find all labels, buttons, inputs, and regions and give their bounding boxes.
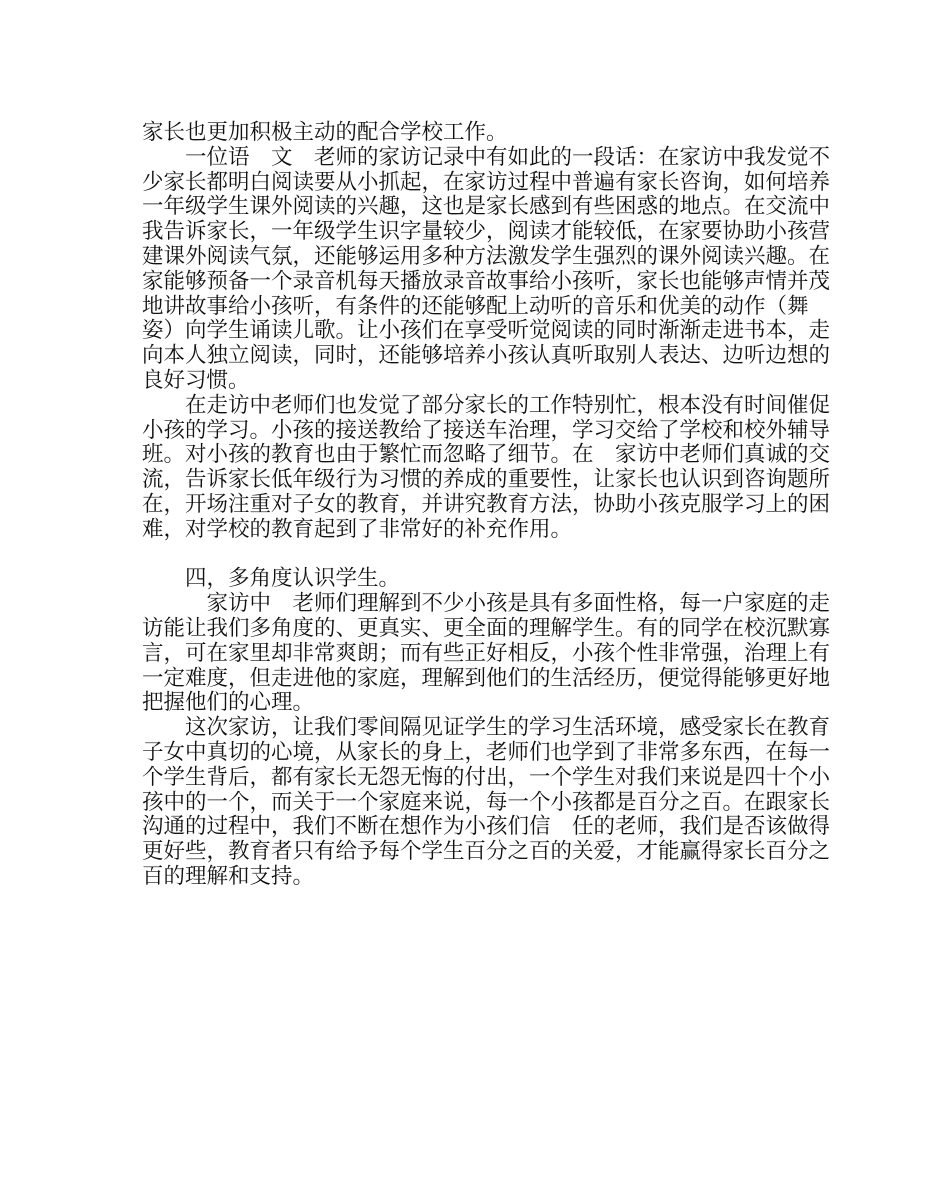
paragraph-continuation: 家长也更加积极主动的配合学校工作。	[142, 120, 508, 145]
document-body	[142, 121, 832, 890]
paragraph-multi-perspective: 家访中 老师们理解到不少小孩是具有多面性格，每一户家庭的走访能让我们多角度的、更真实、更全面的理解学生。有的同学在校沉默寡言，可在家里却非常爽朗；而有些正好相反，小孩个性非常强，治理上有一定难度，但走进他的家庭，理解到他们的生活经历，便觉得能够更好地把握他们的心理。	[142, 591, 831, 716]
paragraph-spacer	[142, 543, 832, 568]
paragraph-busy-parents: 在走访中老师们也发觉了部分家长的工作特别忙，根本没有时间催促小孩的学习。小孩的接送教给了接送车治理，学习交给了学校和校外辅导班。对小孩的教育也由于繁忙而忽略了细节。在 家访中老师们真诚的交流，告诉家长低年级行为习惯的养成的重要性，让家长也认识到咨询题所在，开场注重对子女的教育，并讲究教育方法，协助小孩克服学习上的困难，对学校的教育起到了非常好的补充作用。	[142, 392, 831, 542]
paragraph-conclusion: 这次家访，让我们零间隔见证学生的学习生活环境，感受家长在教育子女中真切的心境，从家长的身上，老师们也学到了非常多东西，在每一个学生背后，都有家长无怨无悔的付出，一个学生对我们来说是四十个小孩中的一个，而关于一个家庭来说，每一个小孩都是百分之百。在跟家长沟通的过程中，我们不断在想作为小孩们信 任的老师，我们是否该做得更好些，教育者只有给予每个学生百分之百的关爱，才能赢得家长百分之百的理解和支持。	[142, 715, 831, 889]
paragraph-chinese-teacher-record: 一位语 文 老师的家访记录中有如此的一段话：在家访中我发觉不少家长都明白阅读要从小抓起，在家访过程中普遍有家长咨询，如何培养一年级学生课外阅读的兴趣，这也是家长感到有些困惑的地点。在交流中我告诉家长，一年级学生识字量较少，阅读才能较低，在家要协助小孩营建课外阅读气氛，还能够运用多种方法激发学生强烈的课外阅读兴趣。在家能够预备一个录音机每天播放录音故事给小孩听，家长也能够声情并茂地讲故事给小孩听，有条件的还能够配上动听的音乐和优美的动作（舞姿）向学生诵读儿歌。让小孩们在享受听觉阅读的同时渐渐走进书本，走向本人独立阅读，同时，还能够培养小孩认真听取别人表达、边听边想的良好习惯。	[142, 144, 831, 393]
section-heading-four: 四，多角度认识学生。	[185, 566, 401, 592]
